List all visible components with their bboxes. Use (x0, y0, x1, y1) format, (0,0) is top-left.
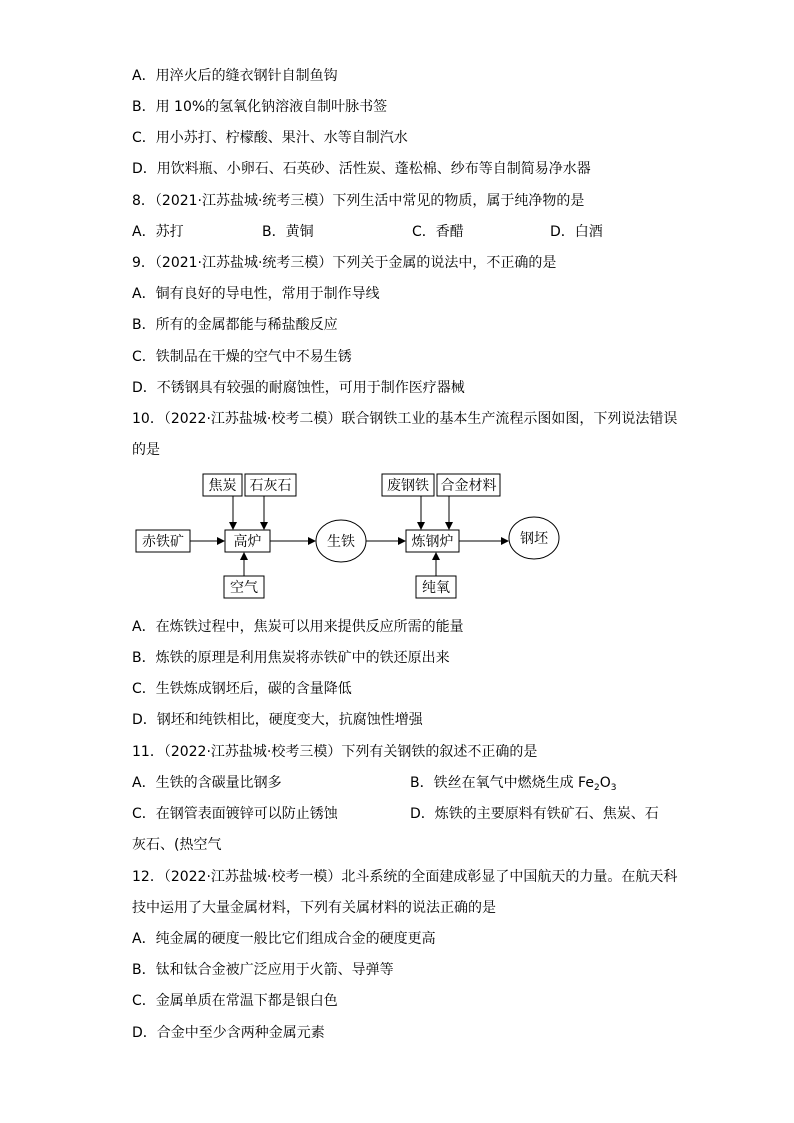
air-label: 空气 (230, 580, 258, 596)
q12-option-b: B．钛和钛合金被广泛应用于火箭、导弹等 (132, 962, 394, 978)
pure-oxygen-label: 纯氧 (422, 580, 450, 596)
scrap-steel-label: 废钢铁 (387, 478, 429, 494)
q9-option-c: C．铁制品在干燥的空气中不易生锈 (132, 349, 352, 365)
coke-label: 焦炭 (208, 478, 237, 494)
q11-option-a: A．生铁的含碳量比钢多 (132, 775, 282, 791)
q11-option-b: B．铁丝在氧气中燃烧生成 $Fe_2O_3$ (410, 775, 617, 793)
q8-option-c: C．香醋 (412, 224, 464, 240)
question-10-stem-line1: 10．（2022·江苏盐城·校考二模）联合钢铁工业的基本生产流程示图如图，下列说法错误 (132, 411, 678, 427)
q11-option-d-line1: D．炼铁的主要原料有铁矿石、焦炭、石 (410, 806, 659, 822)
option-c: C．用小苏打、柠檬酸、果汁、水等自制汽水 (132, 130, 408, 146)
q9-option-a: A．铜有良好的导电性，常用于制作导线 (132, 286, 380, 302)
question-12-stem-line1: 12．（2022·江苏盐城·校考一模）北斗系统的全面建成彰显了中国航天的力量。在航天科 (132, 869, 678, 885)
q8-option-d: D．白酒 (550, 224, 603, 240)
q11-option-d-line2: 灰石、(热空气 (132, 837, 222, 853)
q12-option-c: C．金属单质在常温下都是银白色 (132, 993, 338, 1009)
steel-production-flow-diagram (130, 466, 570, 606)
question-12-stem-line2: 技中运用了大量金属材料，下列有关属材料的说法正确的是 (132, 900, 496, 916)
q12-option-a: A．纯金属的硬度一般比它们组成合金的硬度更高 (132, 931, 436, 947)
blast-furnace-label: 高炉 (233, 534, 262, 550)
q10-option-c: C．生铁炼成钢坯后，碳的含量降低 (132, 681, 352, 697)
q9-option-b: B．所有的金属都能与稀盐酸反应 (132, 317, 338, 333)
pig-iron-label: 生铁 (327, 534, 355, 550)
question-8-stem: 8．（2021·江苏盐城·统考三模）下列生活中常见的物质，属于纯净物的是 (132, 193, 585, 209)
q10-option-d: D．钢坯和纯铁相比，硬度变大，抗腐蚀性增强 (132, 712, 423, 728)
limestone-label: 石灰石 (249, 478, 292, 494)
hematite-label: 赤铁矿 (142, 534, 184, 550)
q8-option-b: B．黄铜 (262, 224, 314, 240)
question-11-stem: 11．（2022·江苏盐城·校考三模）下列有关钢铁的叙述不正确的是 (132, 744, 538, 760)
q10-option-a: A．在炼铁过程中，焦炭可以用来提供反应所需的能量 (132, 619, 464, 635)
q11-option-c: C．在钢管表面镀锌可以防止锈蚀 (132, 806, 338, 822)
q10-option-b: B．炼铁的原理是利用焦炭将赤铁矿中的铁还原出来 (132, 650, 450, 666)
steel-billet-label: 钢坯 (520, 531, 548, 547)
option-b: B．用 10%的氢氧化钠溶液自制叶脉书签 (132, 99, 388, 115)
question-10-stem-line2: 的是 (132, 442, 160, 458)
alloy-material-label: 合金材料 (440, 478, 497, 494)
q8-option-a: A．苏打 (132, 224, 184, 240)
option-d: D．用饮料瓶、小卵石、石英砂、活性炭、蓬松棉、纱布等自制简易净水器 (132, 161, 591, 177)
option-a: A．用淬火后的缝衣钢针自制鱼钩 (132, 68, 338, 84)
question-9-stem: 9．（2021·江苏盐城·统考三模）下列关于金属的说法中，不正确的是 (132, 255, 557, 271)
q12-option-d: D．合金中至少含两种金属元素 (132, 1025, 325, 1041)
q9-option-d: D．不锈钢具有较强的耐腐蚀性，可用于制作医疗器械 (132, 380, 465, 396)
steel-furnace-label: 炼钢炉 (411, 534, 454, 550)
